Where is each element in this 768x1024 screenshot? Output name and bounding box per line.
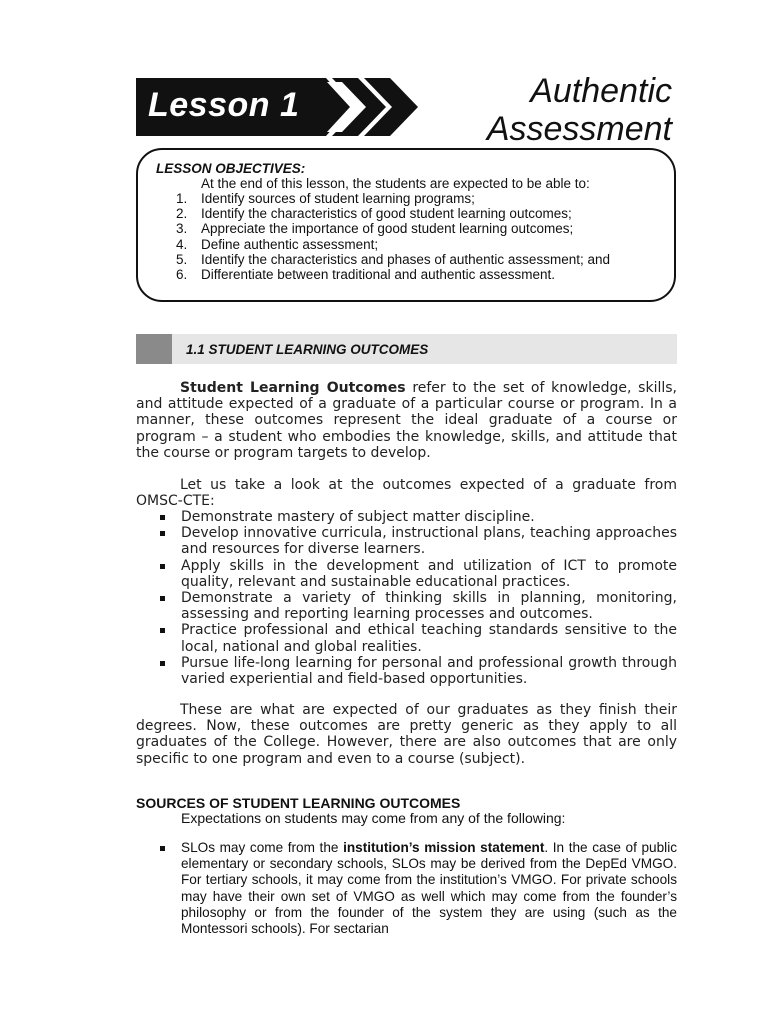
sources-heading: SOURCES OF STUDENT LEARNING OUTCOMES (136, 795, 461, 811)
objectives-heading: LESSON OBJECTIVES: (156, 161, 306, 176)
term-student-learning-outcomes: Student Learning Outcomes (180, 380, 406, 396)
objective-item: 6. Differentiate between traditional and authentic assessment. (176, 267, 555, 283)
lesson-banner (136, 78, 418, 136)
objective-item: 3. Appreciate the importance of good student learning outcomes; (176, 221, 574, 237)
intro-paragraph: Student Learning Outcomes refer to the set of knowledge, skills, and attitude expected of a graduate of a particular course or program. In a manner, these outcomes represent the ideal graduate of a course or program – a student who embodies the knowledge, skills, and attitude that the course or program targets to develop. (136, 380, 677, 461)
title-line-2: Assessment (486, 110, 672, 148)
sources-bullet-item (160, 840, 677, 937)
sources-bullet-text: SLOs may come from the institution’s mission statement. In the case of public elementary or secondary schools, SLOs may be derived from the DepEd VMGO. For tertiary schools, it may come from the institution’s VMGO. For private schools may have their own set of VMGO as well which may come from the founder’s philosophy or from the founder of the system they are using (such as the Montessori schools). For sectarian (181, 840, 678, 937)
outcome-item: Apply skills in the development and utilization of ICT to promote quality, relevant and sustainable educational practices. (160, 558, 677, 590)
outcome-item: Develop innovative curricula, instructional plans, teaching approaches and resources for diverse learners. (160, 525, 677, 557)
lesson-objectives-box (136, 148, 676, 302)
section-marker (136, 334, 172, 364)
sources-intro: Expectations on students may come from any of the following: (181, 810, 566, 826)
lesson-label: Lesson 1 (148, 86, 300, 124)
title-line-1: Authentic (530, 72, 672, 110)
page-title (487, 72, 672, 148)
outcomes-list (160, 509, 677, 687)
outcome-item: Practice professional and ethical teaching standards sensitive to the local, national and global realities. (160, 622, 677, 654)
section-title: 1.1 STUDENT LEARNING OUTCOMES (186, 342, 429, 357)
bullet-marker (160, 846, 165, 851)
outcome-item: Pursue life-long learning for personal and professional growth through varied experiential and field-based opportunities. (160, 655, 677, 687)
outcome-item: Demonstrate a variety of thinking skills in planning, monitoring, assessing and reporting learning processes and outcomes. (160, 590, 677, 622)
objectives-list (176, 191, 610, 282)
objective-item: 4. Define authentic assessment; (176, 236, 379, 252)
objective-item: 2. Identify the characteristics of good student learning outcomes; (176, 206, 572, 222)
objectives-intro: At the end of this lesson, the students are expected to be able to: (201, 176, 590, 191)
objective-item: 1. Identify sources of student learning programs; (176, 191, 475, 206)
lead-paragraph: Let us take a look at the outcomes expected of a graduate from OMSC-CTE: (136, 477, 677, 510)
section-heading-bar (136, 334, 677, 364)
objective-item: 5. Identify the characteristics and phases of authentic assessment; and (176, 251, 610, 267)
closing-paragraph: These are what are expected of our graduates as they finish their degrees. Now, these outcomes are pretty generic as they apply to all graduates of the College. However, there are also outcomes that are only specific to one program and even to a course (subject). (136, 702, 677, 767)
outcome-item: Demonstrate mastery of subject matter discipline. (160, 509, 677, 525)
